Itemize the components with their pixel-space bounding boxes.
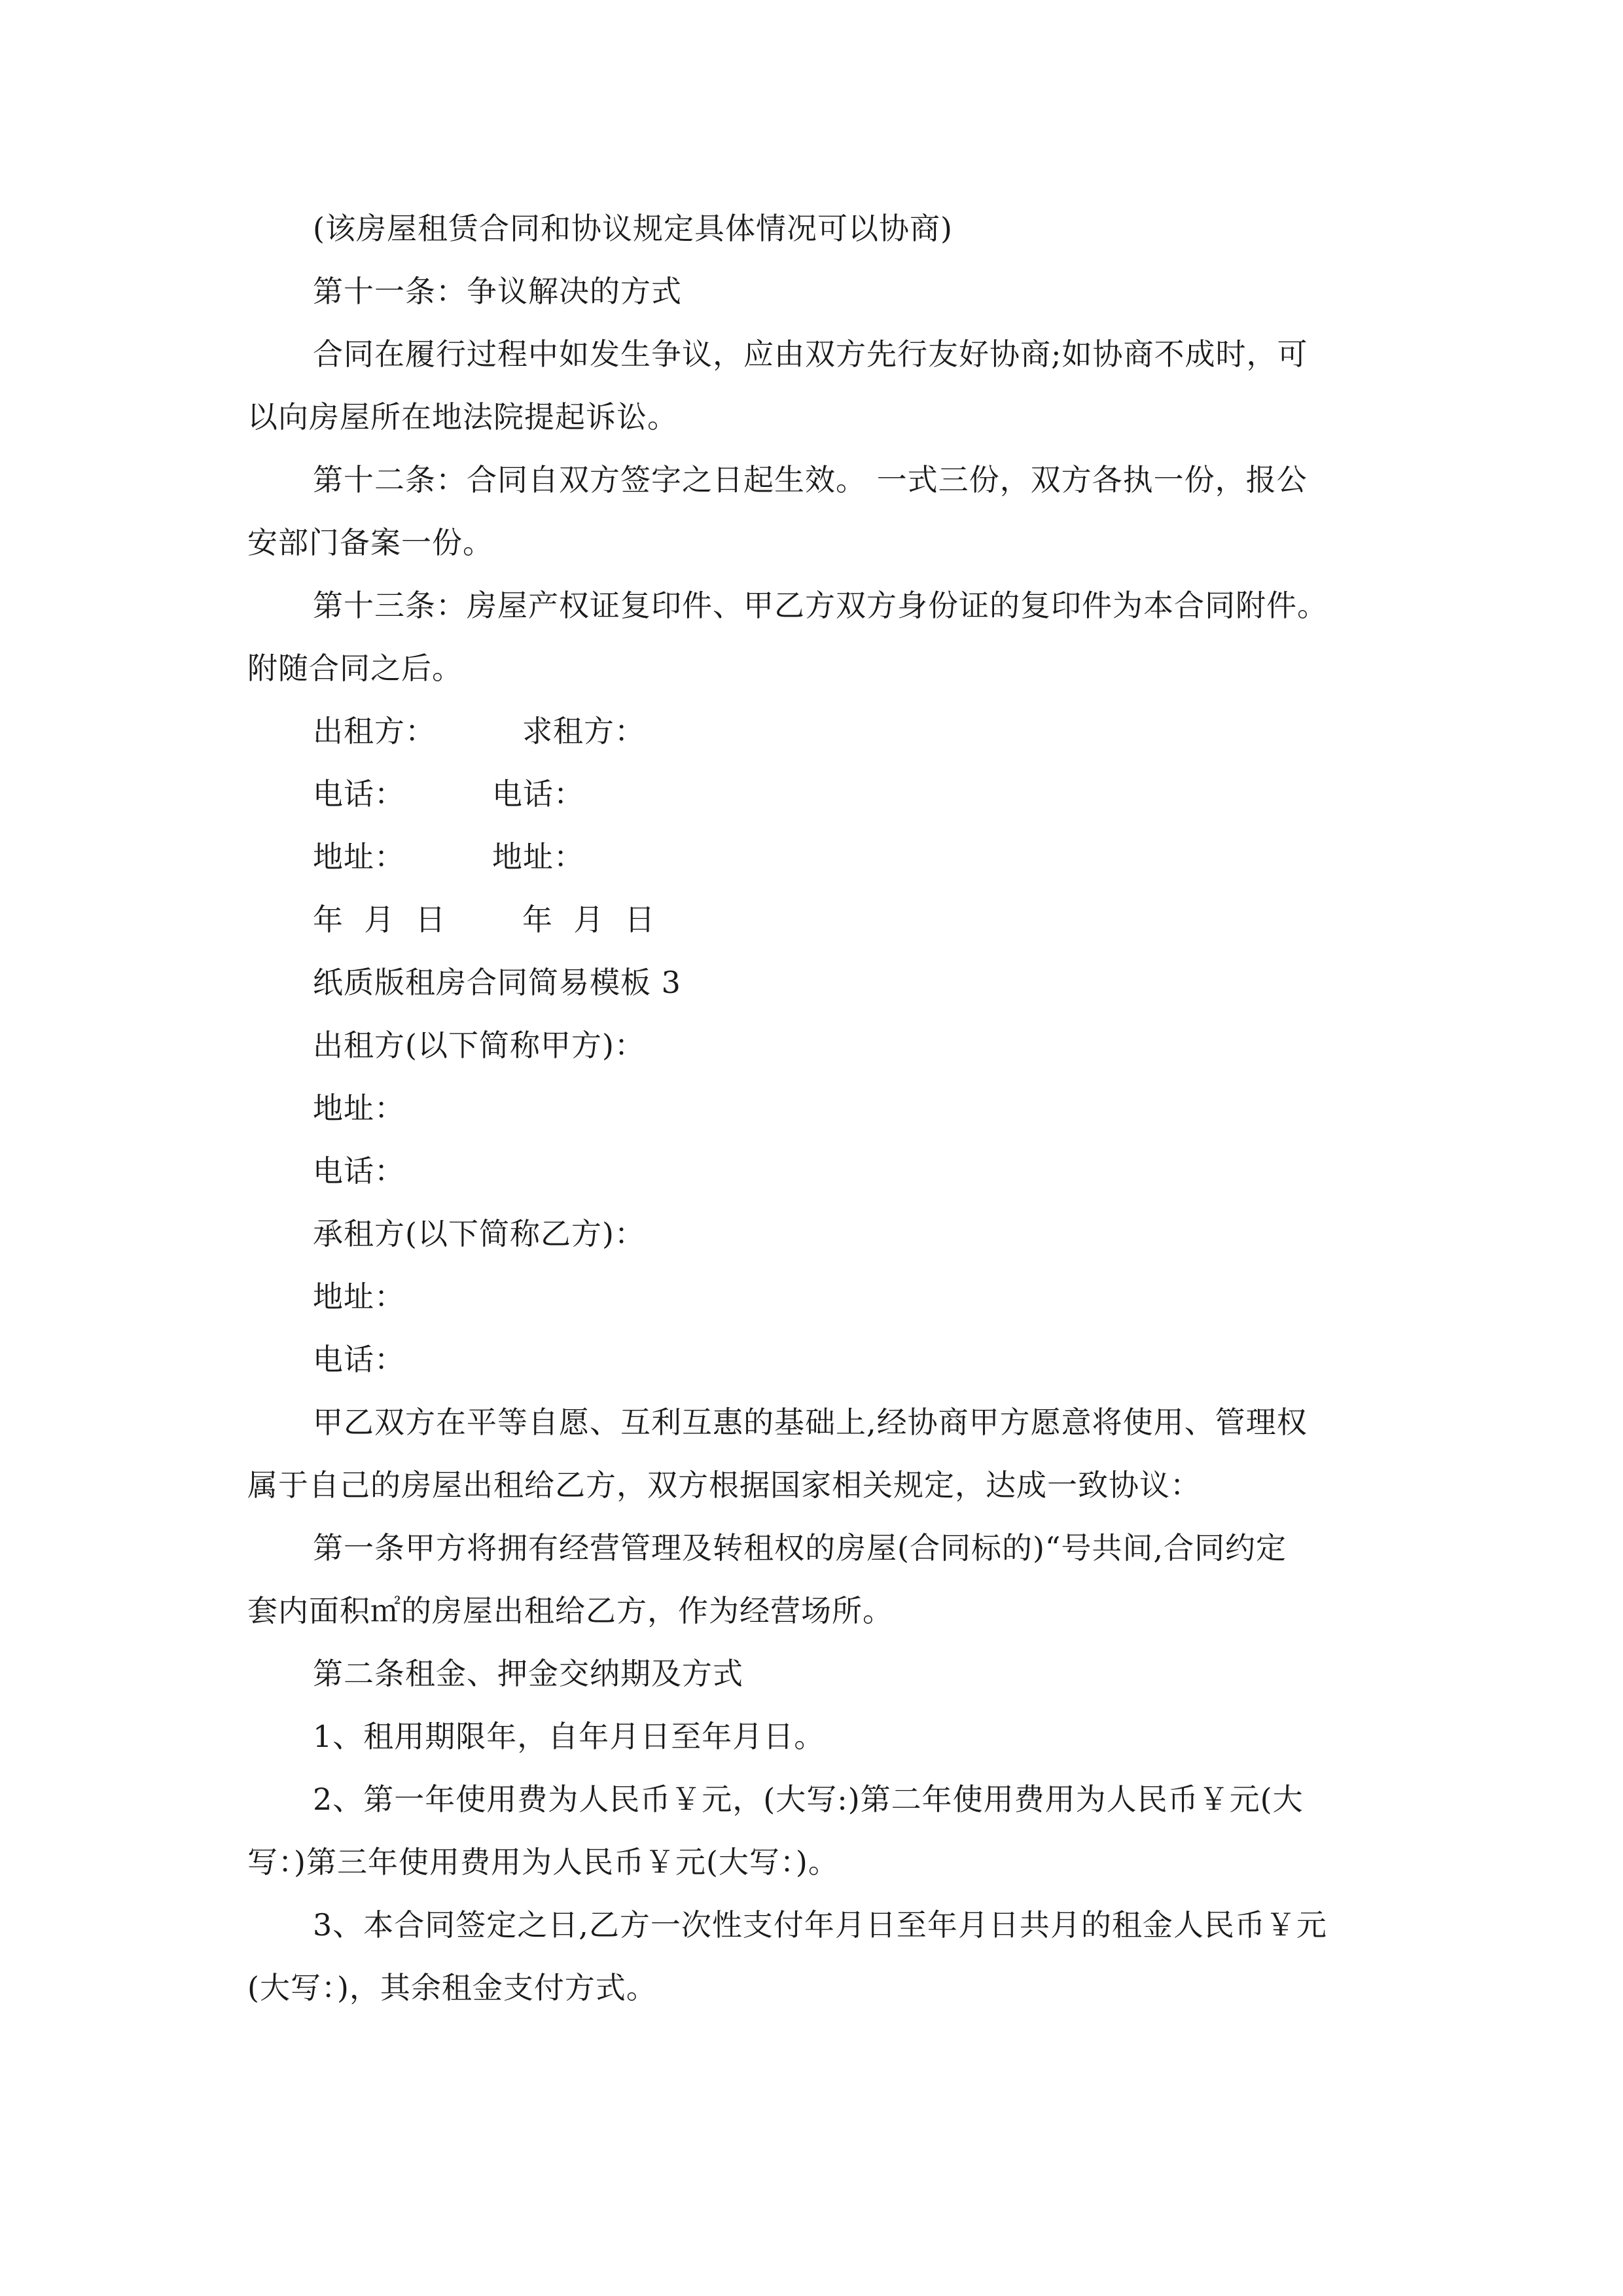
party-a-phone-label: 电话： bbox=[313, 1153, 405, 1189]
template-title: 纸质版租房合同简易模板 3 bbox=[313, 965, 681, 1000]
phone-left-label: 电话： bbox=[313, 776, 405, 812]
party-b-phone-label: 电话： bbox=[313, 1342, 405, 1377]
article-12-line-2: 安部门备案一份。 bbox=[247, 525, 493, 560]
address-right-label: 地址： bbox=[492, 839, 584, 874]
article-1-line-2: 套内面积㎡的房屋出租给乙方，作为经营场所。 bbox=[247, 1593, 893, 1628]
article-11-text-line-1: 合同在履行过程中如发生争议，应由双方先行友好协商;如协商不成时，可 bbox=[313, 336, 1308, 372]
party-a-label: 出租方(以下简称甲方)： bbox=[313, 1028, 645, 1063]
party-b-address-label: 地址： bbox=[313, 1279, 405, 1314]
agreement-intro-line-2: 属于自己的房屋出租给乙方，双方根据国家相关规定，达成一致协议： bbox=[247, 1467, 1201, 1503]
article-11-text-line-2: 以向房屋所在地法院提起诉讼。 bbox=[247, 399, 678, 435]
article-1-line-1: 第一条甲方将拥有经营管理及转租权的房屋(合同标的)“号共间,合同约定 bbox=[313, 1530, 1287, 1566]
phone-right-label: 电话： bbox=[492, 776, 584, 812]
payment-item-line-2: (大写：)，其余租金支付方式。 bbox=[247, 1970, 657, 2005]
article-12-line-1: 第十二条：合同自双方签字之日起生效。 一式三份，双方各执一份，报公 bbox=[313, 462, 1308, 497]
rent-fee-item-line-1: 2、第一年使用费为人民币￥元，(大写:)第二年使用费用为人民币￥元(大 bbox=[313, 1782, 1304, 1817]
article-13-line-1: 第十三条：房屋产权证复印件、甲乙方双方身份证的复印件为本合同附件。 bbox=[313, 588, 1328, 623]
lessor-signature-label: 出租方： bbox=[313, 713, 436, 749]
lessee-signature-label: 求租方： bbox=[522, 713, 645, 749]
address-left-label: 地址： bbox=[313, 839, 405, 874]
rent-term-item: 1、租用期限年，自年月日至年月日。 bbox=[313, 1719, 825, 1754]
date-right: 年 月 日 bbox=[522, 902, 656, 937]
payment-item-line-1: 3、本合同签定之日,乙方一次性支付年月日至年月日共月的租金人民币￥元 bbox=[313, 1907, 1327, 1943]
party-a-address-label: 地址： bbox=[313, 1090, 405, 1126]
negotiation-note: (该房屋租赁合同和协议规定具体情况可以协商) bbox=[313, 211, 953, 246]
article-13-line-2: 附随合同之后。 bbox=[247, 651, 463, 686]
article-2-heading: 第二条租金、押金交纳期及方式 bbox=[313, 1656, 743, 1691]
article-11-heading: 第十一条：争议解决的方式 bbox=[313, 274, 682, 309]
agreement-intro-line-1: 甲乙双方在平等自愿、互利互惠的基础上,经协商甲方愿意将使用、管理权 bbox=[313, 1405, 1308, 1440]
rent-fee-item-line-2: 写：)第三年使用费用为人民币￥元(大写：)。 bbox=[247, 1844, 839, 1880]
date-left: 年 月 日 bbox=[313, 902, 446, 937]
party-b-label: 承租方(以下简称乙方)： bbox=[313, 1216, 645, 1251]
